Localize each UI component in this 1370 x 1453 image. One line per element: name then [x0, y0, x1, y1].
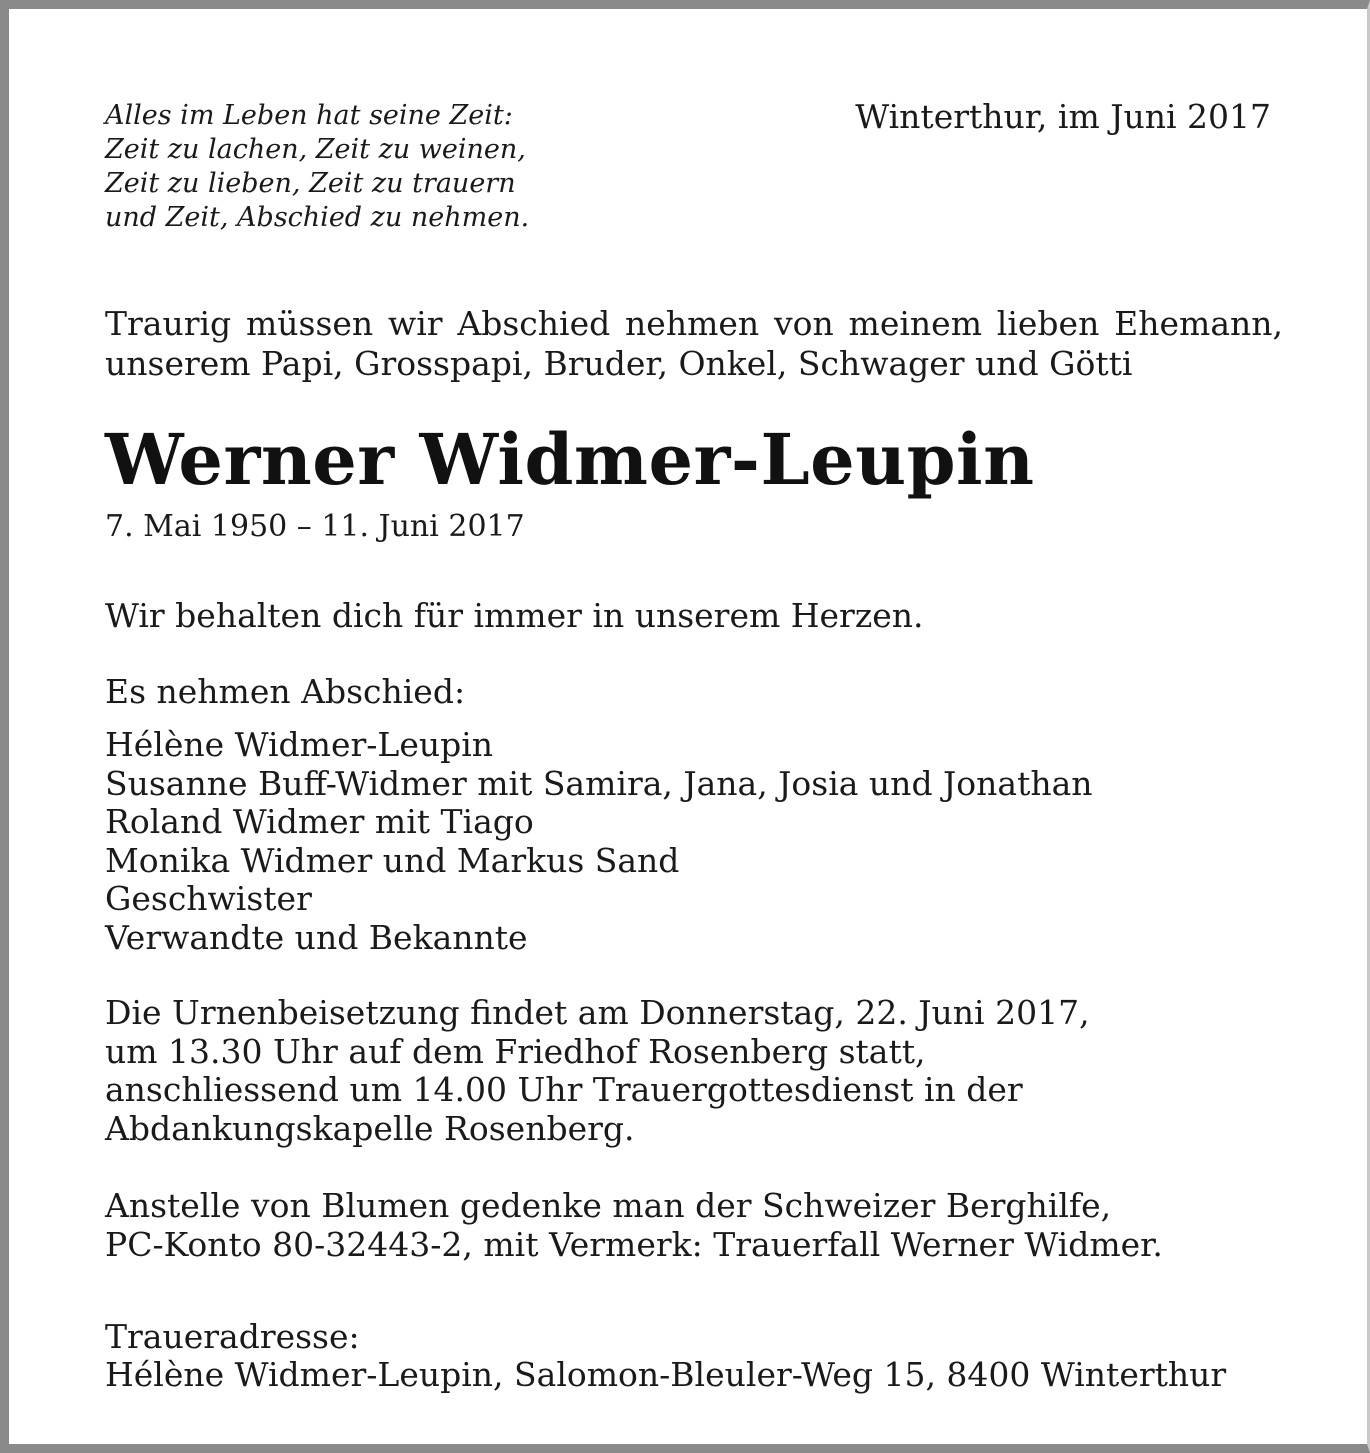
mourner: Geschwister [105, 879, 312, 918]
mourner: Verwandte und Bekannte [105, 917, 528, 957]
intro-line: unserem Papi, Grosspapi, Bruder, Onkel, Schwager und Götti [105, 344, 1133, 383]
donation-info [105, 1187, 1163, 1264]
poem [105, 99, 529, 235]
deceased-name: Werner Widmer-Leupin [105, 418, 1035, 501]
mourner: Hélène Widmer-Leupin [105, 725, 494, 764]
poem-line: Zeit zu lachen, Zeit zu weinen, [105, 134, 526, 165]
ceremony-info [105, 994, 1090, 1148]
donation-line: PC-Konto 80-32443-2, mit Vermerk: Trauerfall Werner Widmer. [105, 1224, 1163, 1264]
poem-line: Zeit zu lieben, Zeit zu trauern [105, 168, 516, 199]
ceremony-line: Abdankungskapelle Rosenberg. [105, 1108, 635, 1148]
mourners-list [105, 726, 1093, 957]
mourner: Susanne Buff-Widmer mit Samira, Jana, Josia und Jonathan [105, 763, 1093, 803]
farewell-text: Wir behalten dich für immer in unserem Herzen. [105, 596, 924, 635]
life-dates: 7. Mai 1950 – 11. Juni 2017 [105, 509, 525, 544]
ceremony-line: um 13.30 Uhr auf dem Friedhof Rosenberg statt, [105, 1031, 926, 1071]
ceremony-line: Die Urnenbeisetzung findet am Donnerstag, 22. Juni 2017, [105, 993, 1090, 1032]
mourner: Roland Widmer mit Tiago [105, 802, 534, 841]
intro-text [105, 304, 1283, 384]
donation-line: Anstelle von Blumen gedenke man der Schweizer Berghilfe, [105, 1186, 1112, 1225]
intro-line: Traurig müssen wir Abschied nehmen von meinem lieben Ehemann, [105, 304, 1283, 343]
mourning-address: Hélène Widmer-Leupin, Salomon-Bleuler-Weg 15, 8400 Winterthur [105, 1355, 1227, 1394]
poem-line: Alles im Leben hat seine Zeit: [105, 100, 513, 131]
ceremony-line: anschliessend um 14.00 Uhr Trauergottesdienst in der [105, 1070, 1023, 1109]
mourner: Monika Widmer und Markus Sand [105, 840, 680, 880]
mourners-heading: Es nehmen Abschied: [105, 672, 466, 711]
poem-line: und Zeit, Abschied zu nehmen. [105, 202, 530, 233]
place-date: Winterthur, im Juni 2017 [855, 97, 1271, 136]
address-label: Traueradresse: [105, 1317, 360, 1356]
